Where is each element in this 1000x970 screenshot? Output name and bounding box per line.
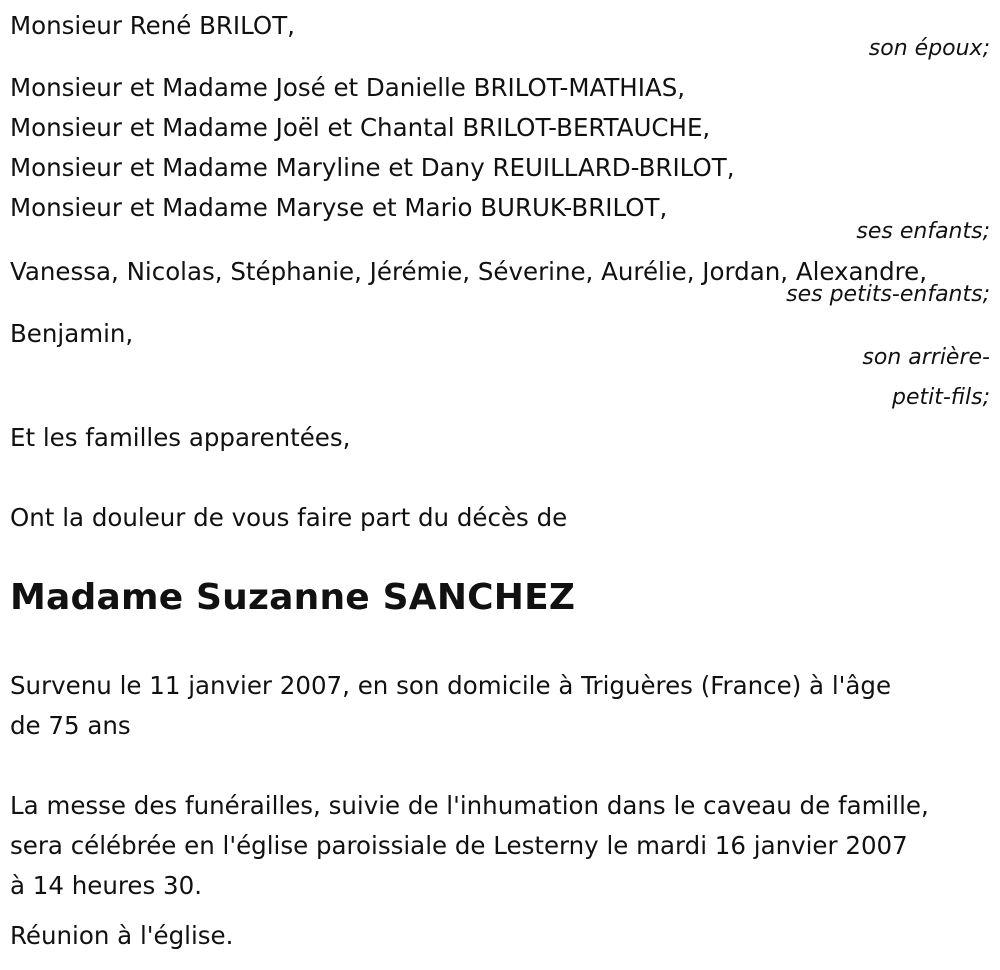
- child-line-1: Monsieur et Madame José et Danielle BRILOT-MATHIAS,: [10, 73, 686, 102]
- funeral-line-3: à 14 heures 30.: [10, 871, 203, 900]
- children-role: ses enfants;: [856, 219, 990, 244]
- great-grandchild-name: Benjamin,: [10, 319, 134, 348]
- funeral-line-1: La messe des funérailles, suivie de l'inhumation dans le caveau de famille,: [10, 791, 929, 820]
- great-grandchild-role-line-2: petit-fils;: [891, 385, 990, 410]
- meeting-line: Réunion à l'église.: [10, 921, 234, 950]
- deceased-name: Madame Suzanne SANCHEZ: [10, 577, 576, 618]
- relatives-line: Et les familles apparentées,: [10, 423, 351, 452]
- death-line-1: Survenu le 11 janvier 2007, en son domicile à Triguères (France) à l'âge: [10, 671, 892, 700]
- death-line-2: de 75 ans: [10, 711, 131, 740]
- grandchildren-role: ses petits-enfants;: [786, 282, 990, 307]
- spouse-role: son époux;: [868, 36, 990, 61]
- great-grandchild-role-line-1: son arrière-: [862, 345, 990, 370]
- announcement-line: Ont la douleur de vous faire part du décès de: [10, 503, 568, 532]
- child-line-4: Monsieur et Madame Maryse et Mario BURUK-BRILOT,: [10, 193, 668, 222]
- spouse-name: Monsieur René BRILOT,: [10, 11, 295, 40]
- child-line-2: Monsieur et Madame Joël et Chantal BRILOT-BERTAUCHE,: [10, 113, 711, 142]
- obituary-notice: [10, 0, 990, 970]
- grandchildren-names: Vanessa, Nicolas, Stéphanie, Jérémie, Séverine, Aurélie, Jordan, Alexandre,: [10, 257, 928, 286]
- funeral-line-2: sera célébrée en l'église paroissiale de Lesterny le mardi 16 janvier 2007: [10, 831, 908, 860]
- child-line-3: Monsieur et Madame Maryline et Dany REUILLARD-BRILOT,: [10, 153, 735, 182]
